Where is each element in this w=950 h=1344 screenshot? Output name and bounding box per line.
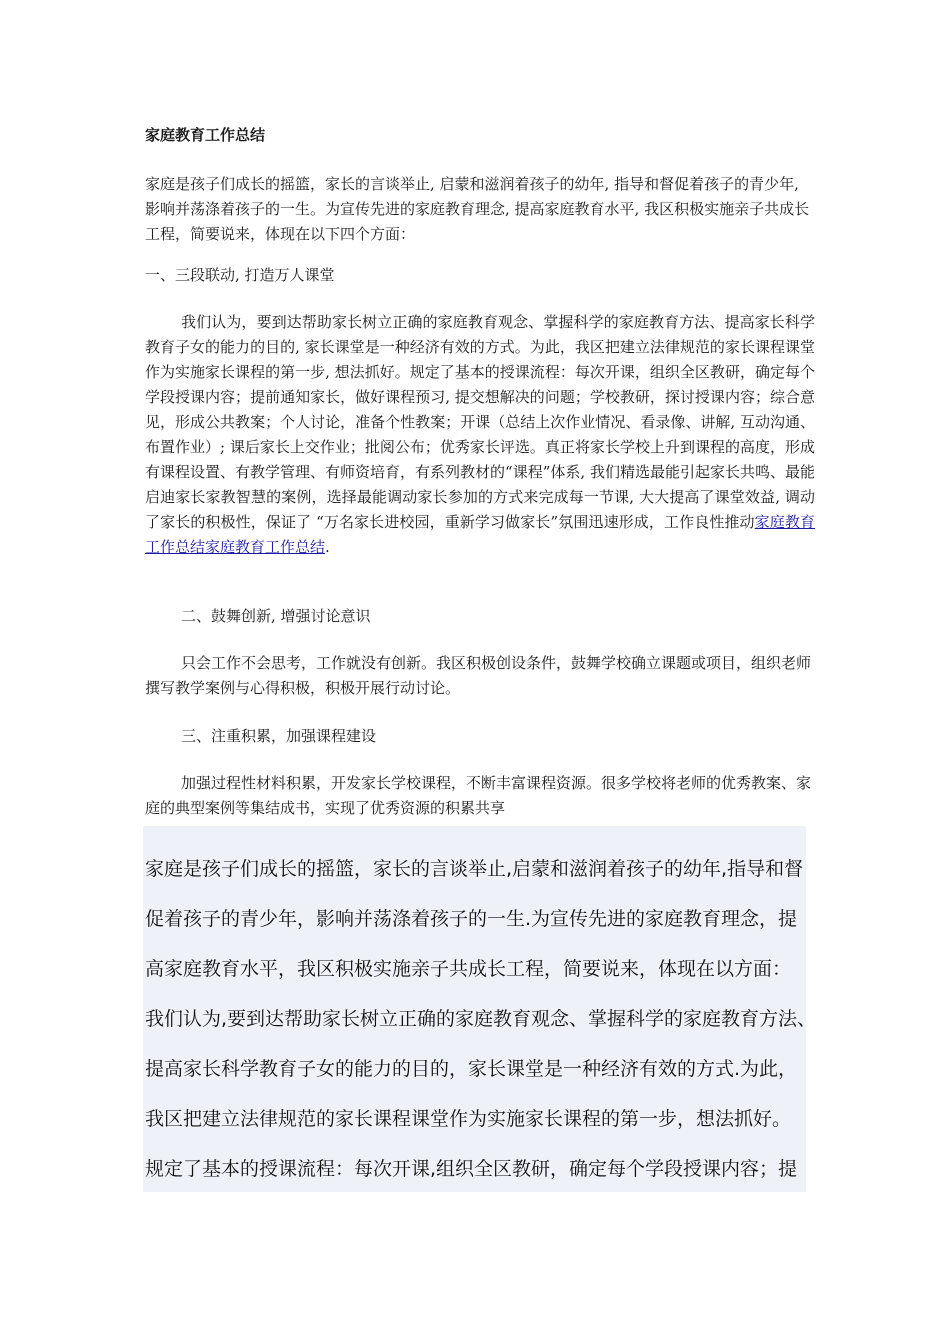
section-1-tail: . bbox=[325, 538, 330, 556]
highlight-line: 家庭是孩子们成长的摇篮，家长的言谈举止,启蒙和滋润着孩子的幼年,指导和督 bbox=[145, 858, 804, 880]
section-3-heading: 三、注重积累，加强课程建设 bbox=[181, 727, 377, 745]
section-1-heading: 一、三段联动, 打造万人课堂 bbox=[145, 266, 335, 284]
highlight-line: 促着孩子的青少年，影响并荡涤着孩子的一生.为宣传先进的家庭教育理念，提 bbox=[145, 908, 798, 930]
section-1-paragraph bbox=[145, 310, 815, 560]
document-title: 家庭教育工作总结 bbox=[145, 126, 266, 144]
intro-paragraph: 家庭是孩子们成长的摇篮，家长的言谈举止, 启蒙和滋润着孩子的幼年, 指导和督促着孩子的青少年, 影响并荡涤着孩子的一生。为宣传先进的家庭教育理念, 提高家庭教育水平, 我区积极实施亲子共成长工程，简要说来，体现在以下四个方面： bbox=[145, 175, 810, 243]
highlight-line: 规定了基本的授课流程：每次开课,组织全区教研，确定每个学段授课内容；提 bbox=[145, 1158, 798, 1180]
highlight-line: 高家庭教育水平，我区积极实施亲子共成长工程，简要说来，体现在以方面： bbox=[145, 958, 792, 980]
highlight-line: 提高家长科学教育子女的能力的目的，家长课堂是一种经济有效的方式.为此， bbox=[145, 1058, 798, 1080]
section-2-paragraph: 只会工作不会思考，工作就没有创新。我区积极创设条件，鼓舞学校确立课题或项目，组织老师撰写教学案例与心得积极，积极开展行动讨论。 bbox=[145, 654, 812, 697]
section-1-body: 我们认为，要到达帮助家长树立正确的家庭教育观念、掌握科学的家庭教育方法、提高家长科学教育子女的能力的目的, 家长课堂是一种经济有效的方式。为此，我区把建立法律规范的家长课程课堂作为实施家长课程的第一步, 想法抓好。规定了基本的授课流程：每次开课，组织全区教研，确定每个学段授课内容；提前通知家长，做好课程预习, 提交想解决的问题；学校教研，探讨授课内容；综合意见，形成公共教案；个人讨论，准备个性教案；开课（总结上次作业情况、看录像、讲解, 互动沟通、布置作业）; 课后家长上交作业；批阅公布；优秀家长评选。真正将家长学校上升到课程的高度，形成有课程设置、有教学管理、有师资培育，有系列教材的“课程”体系, 我们精选最能引起家长共鸣、最能启迪家长家教智慧的案例，选择最能调动家长参加的方式来完成每一节课, 大大提高了课堂效益, 调动了家长的积极性，保证了 “万名家长进校园，重新学习做家长”氛围迅速形成，工作良性推动 bbox=[145, 313, 815, 531]
section-2-heading: 二、鼓舞创新, 增强讨论意识 bbox=[181, 607, 371, 625]
summary-link[interactable]: 家庭教育工作总结家庭教育工作总结 bbox=[145, 513, 815, 556]
section-3-paragraph: 加强过程性材料积累，开发家长学校课程，不断丰富课程资源。很多学校将老师的优秀教案、家庭的典型案例等集结成书，实现了优秀资源的积累共享 bbox=[145, 774, 812, 817]
highlight-line: 我区把建立法律规范的家长课程课堂作为实施家长课程的第一步，想法抓好。 bbox=[145, 1108, 792, 1130]
highlight-line: 我们认为,要到达帮助家长树立正确的家庭教育观念、掌握科学的家庭教育方法、 bbox=[145, 1008, 817, 1030]
